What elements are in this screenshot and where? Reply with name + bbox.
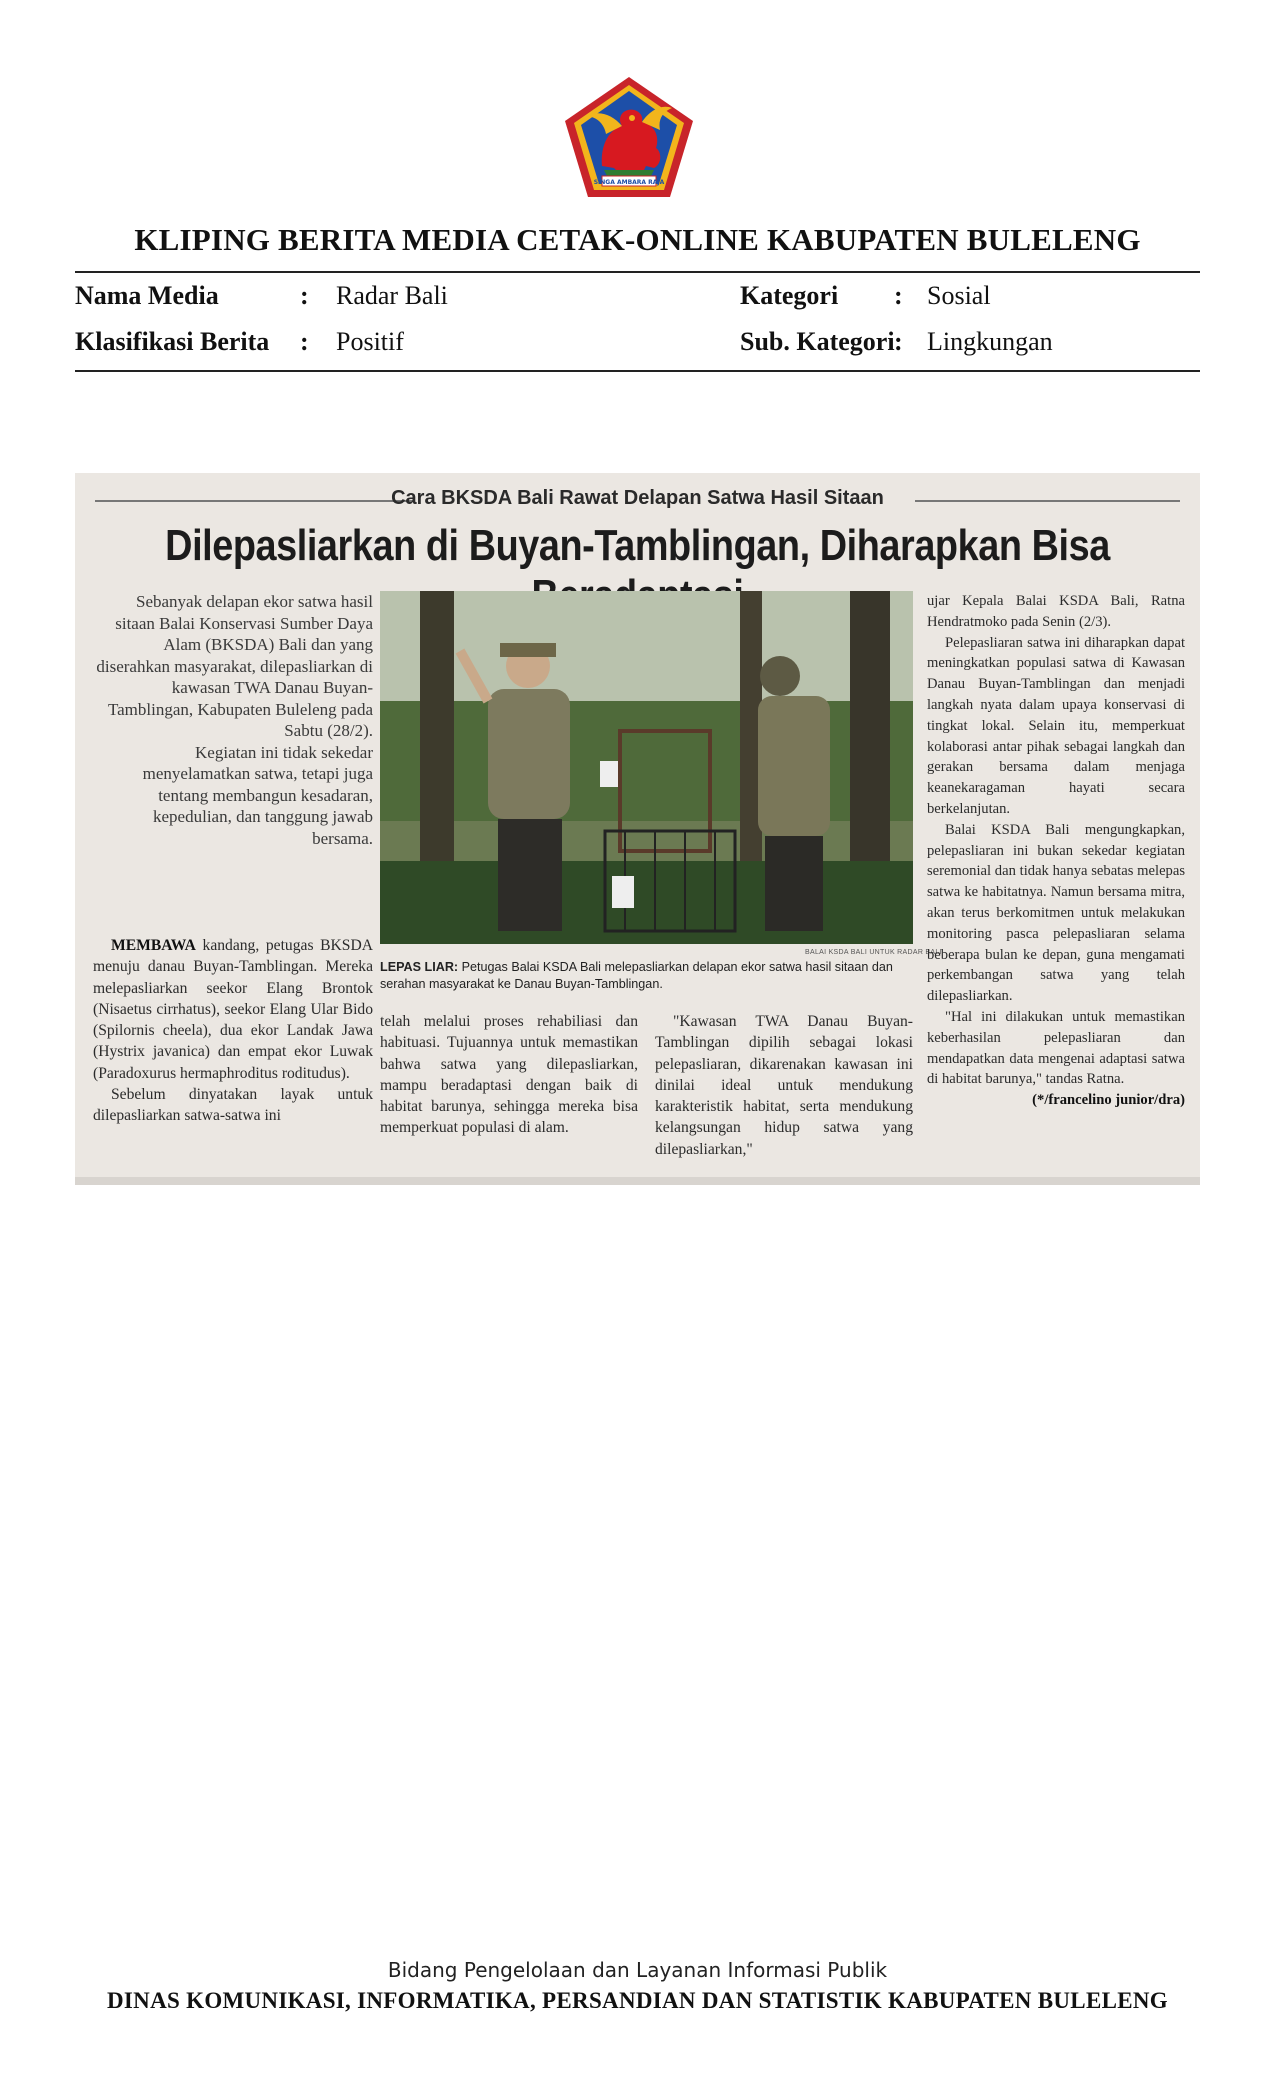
- paragraph: Balai KSDA Bali mengungkapkan, pelepasliaran ini bukan sekedar kegiatan seremonial dan tidak hanya sebatas melepas satwa ke habitatnya. Namun bersama mitra, akan terus berkomitmen untuk melakukan monitoring pasca pelepasliaran selama beberapa bulan ke depan, guna mengamati perkembangan satwa yang telah dilepasliarkan.: [927, 821, 1185, 1005]
- article-column-2: [380, 1011, 638, 1139]
- paragraph: kandang, petugas BKSDA menuju danau Buyan-Tamblingan. Mereka melepasliarkan seekor Elang Brontok (Nisaetus cirrhatus), seekor Elang Ular Bido (Spilornis cheela), dua ekor Landak Jawa (Hystrix javanica) dan empat ekor Luwak (Paradoxurus hermaphroditus roditudus).: [93, 937, 373, 1082]
- header-rule-bottom: [75, 370, 1200, 372]
- klasifikasi-label: Klasifikasi Berita: [75, 327, 270, 356]
- article-headline: Dilepasliarkan di Buyan-Tamblingan, Diharapkan Bisa: [165, 521, 1110, 570]
- media-colon: :: [300, 281, 309, 310]
- article-photo: [380, 591, 913, 944]
- paragraph: "Hal ini dilakukan untuk memastikan keberhasilan pelepasliaran dan mendapatkan data mengenai adaptasi satwa di habitat barunya," tandas Ratna.: [927, 1008, 1185, 1088]
- logo-motto: SINGA AMBARA RAJA: [593, 179, 665, 186]
- subkategori-label: Sub. Kategori: [740, 327, 895, 356]
- paragraph: Pelepasliaran satwa ini diharapkan dapat meningkatkan populasi satwa di Kawasan Danau Buyan-Tamblingan dan menjadi langkah nyata dalam upaya konservasi di tingkat lokal. Selain itu, memperkuat kolaborasi antar pihak sebagai langkah dan gerakan bersama dalam menjaga keanekaragaman hayati secara berkelanjutan.: [927, 634, 1185, 817]
- paragraph: telah melalui proses rehabiliasi dan habituasi. Tujuannya untuk memastikan bahwa satwa yang dilepasliarkan, mampu beradaptasi dengan baik di habitat barunya, sehingga mereka bisa memperkuat populasi di alam.: [380, 1013, 638, 1137]
- article-kicker: Cara BKSDA Bali Rawat Delapan Satwa Hasil Sitaan: [391, 487, 884, 509]
- document-title: KLIPING BERITA MEDIA CETAK-ONLINE KABUPATEN BULELENG: [134, 222, 1141, 257]
- paragraph: Sebelum dinyatakan layak untuk dilepasliarkan satwa-satwa ini: [93, 1086, 373, 1125]
- lead-word: MEMBAWA: [111, 937, 196, 954]
- media-label: Nama Media: [75, 281, 219, 310]
- news-clipping: [75, 473, 1200, 1185]
- footer-unit: Bidang Pengelolaan dan Layanan Informasi Publik: [387, 1958, 888, 1982]
- article-column-4: [927, 591, 1185, 1111]
- kategori-value: Sosial: [927, 281, 991, 310]
- article-column-1: [93, 935, 373, 1127]
- article-lead: [93, 591, 373, 849]
- subkategori-colon: :: [894, 327, 903, 356]
- photo-caption: [380, 959, 913, 993]
- photo-credit: BALAI KSDA BALI UNTUK RADAR BALI: [805, 949, 942, 956]
- article-column-3: [655, 1011, 913, 1160]
- paragraph: ujar Kepala Balai KSDA Bali, Ratna Hendratmoko pada Senin (2/3).: [927, 593, 1185, 630]
- lead-paragraph: Kegiatan ini tidak sekedar menyelamatkan satwa, tetapi juga tentang membangun kesadaran, kepedulian, dan tanggung jawab bersama.: [142, 742, 373, 848]
- subkategori-value: Lingkungan: [927, 327, 1053, 356]
- kategori-label: Kategori: [740, 281, 839, 310]
- lead-paragraph: Sebanyak delapan ekor satwa hasil sitaan Balai Konservasi Sumber Daya Alam (BKSDA) Bali dan yang diserahkan masyarakat, dilepasliarkan di kawasan TWA Danau Buyan-Tamblingan, Kabupaten Buleleng pada Sabtu (28/2).: [96, 592, 373, 740]
- byline: (*/francelino junior/dra): [1032, 1092, 1185, 1109]
- klasifikasi-colon: :: [300, 327, 309, 356]
- media-value: Radar Bali: [336, 281, 448, 310]
- caption-label: LEPAS LIAR:: [380, 960, 459, 974]
- klasifikasi-value: Positif: [336, 327, 404, 356]
- paragraph: "Kawasan TWA Danau Buyan-Tamblingan dipilih sebagai lokasi pelepasliaran, dikarenakan kawasan ini dinilai ideal untuk mendukung karakteristik habitat, serta mendukung kelangsungan hidup satwa yang dilepasliarkan,": [655, 1013, 913, 1158]
- footer-agency: DINAS KOMUNIKASI, INFORMATIKA, PERSANDIAN DAN STATISTIK KABUPATEN BULELENG: [107, 1988, 1168, 2013]
- header-rule-top: [75, 271, 1200, 273]
- kategori-colon: :: [894, 281, 903, 310]
- buleleng-crest-logo: [562, 74, 696, 200]
- clipping-edge: [75, 1177, 1200, 1185]
- caption-text: Petugas Balai KSDA Bali melepasliarkan delapan ekor satwa hasil sitaan dan serahan masyarakat ke Danau Buyan-Tamblingan.: [380, 960, 893, 991]
